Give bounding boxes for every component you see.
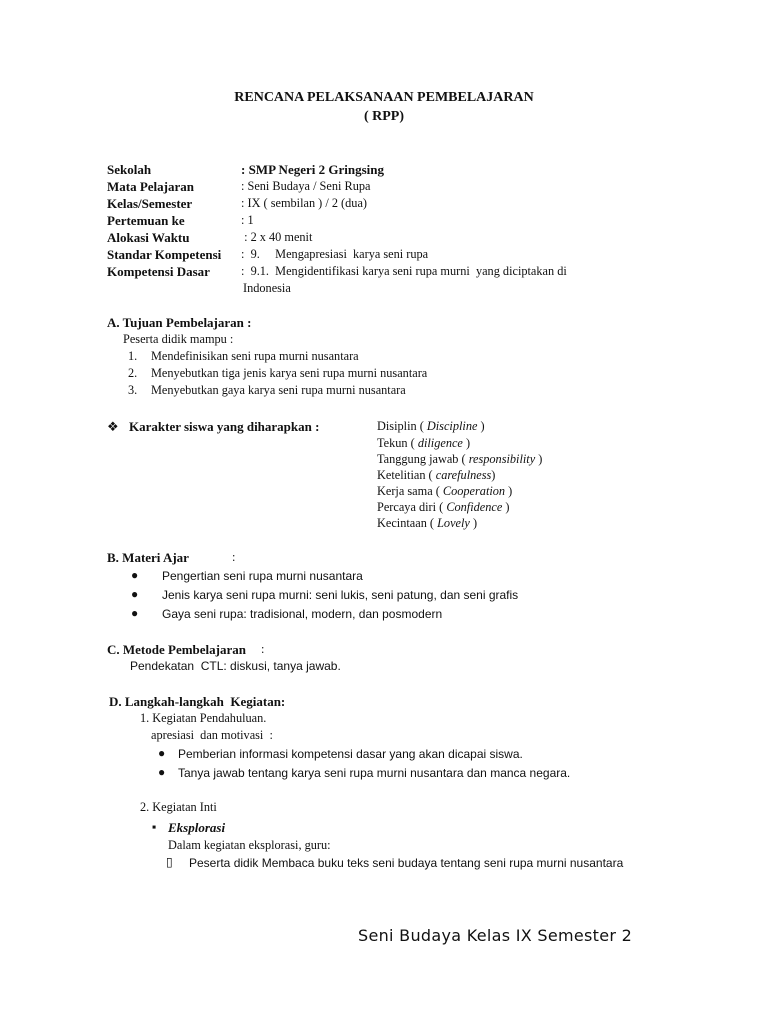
list-number: 1. <box>128 349 138 363</box>
karakter-item: Tekun ( diligence ) <box>377 436 471 450</box>
document-subtitle: ( RPP) <box>363 109 405 124</box>
list-item: Menyebutkan gaya karya seni rupa murni nusantara <box>151 383 406 397</box>
label-kelas-semester: Kelas/Semester <box>107 196 193 211</box>
value-mata-pelajaran: : Seni Budaya / Seni Rupa <box>241 179 371 193</box>
eksplorasi-intro: Dalam kegiatan eksplorasi, guru: <box>168 838 331 852</box>
label-pertemuan: Pertemuan ke <box>107 213 185 228</box>
step-1-sub: apresiasi dan motivasi : <box>151 728 273 742</box>
value-kompetensi-dasar-cont: Indonesia <box>243 281 291 295</box>
bullet-icon: ● <box>131 587 139 601</box>
value-standar-kompetensi: : 9. Mengapresiasi karya seni rupa <box>241 247 429 261</box>
karakter-item: Tanggung jawab ( responsibility ) <box>377 452 543 466</box>
value-kompetensi-dasar: : 9.1. Mengidentifikasi karya seni rupa murni yang diciptakan di <box>241 264 567 278</box>
page-footer: Seni Budaya Kelas IX Semester 2 <box>358 926 633 945</box>
label-mata-pelajaran: Mata Pelajaran <box>107 179 195 194</box>
value-sekolah: : SMP Negeri 2 Gringsing <box>241 162 384 177</box>
karakter-item: Kerja sama ( Cooperation ) <box>377 484 513 498</box>
label-kompetensi-dasar: Kompetensi Dasar <box>107 264 210 279</box>
eksplorasi-item: Peserta didik Membaca buku teks seni budaya tentang seni rupa murni nusantara <box>189 856 624 870</box>
value-kelas-semester: : IX ( sembilan ) / 2 (dua) <box>241 196 368 210</box>
document-title: RENCANA PELAKSANAAN PEMBELAJARAN <box>234 90 534 105</box>
value-alokasi-waktu: : 2 x 40 menit <box>241 230 313 244</box>
section-b-heading: B. Materi Ajar <box>107 550 189 565</box>
list-item: Jenis karya seni rupa murni: seni lukis, seni patung, dan seni grafis <box>162 588 519 602</box>
label-alokasi-waktu: Alokasi Waktu <box>107 230 190 245</box>
section-c-colon: : <box>261 642 265 656</box>
bullet-icon: ● <box>131 568 139 582</box>
section-c-heading: C. Metode Pembelajaran <box>107 642 246 657</box>
karakter-item: Ketelitian ( carefulness) <box>377 468 496 482</box>
bullet-icon: ● <box>158 765 166 779</box>
section-b-colon: : <box>232 550 236 564</box>
karakter-item: Disiplin ( Discipline ) <box>377 419 485 433</box>
diamond-bullet-icon: ❖ <box>107 419 119 434</box>
list-item: Pengertian seni rupa murni nusantara <box>162 569 363 583</box>
list-item: Tanya jawab tentang karya seni rupa murni nusantara dan manca negara. <box>178 766 571 780</box>
karakter-heading: Karakter siswa yang diharapkan : <box>129 419 320 434</box>
section-a-heading: A. Tujuan Pembelajaran : <box>107 315 252 330</box>
section-a-intro: Peserta didik mampu : <box>123 332 234 346</box>
value-pertemuan: : 1 <box>241 213 254 227</box>
square-bullet-icon: ▪ <box>152 820 157 834</box>
step-1-heading: 1. Kegiatan Pendahuluan. <box>140 711 267 725</box>
label-standar-kompetensi: Standar Kompetensi <box>107 247 222 262</box>
list-item: Menyebutkan tiga jenis karya seni rupa murni nusantara <box>151 366 428 380</box>
section-c-text: Pendekatan CTL: diskusi, tanya jawab. <box>130 659 341 673</box>
bullet-icon: ● <box>158 746 166 760</box>
section-d-heading: D. Langkah-langkah Kegiatan: <box>109 694 286 709</box>
list-number: 2. <box>128 366 138 380</box>
step-2-heading: 2. Kegiatan Inti <box>140 800 217 814</box>
eksplorasi-heading: Eksplorasi <box>168 820 226 835</box>
label-sekolah: Sekolah <box>107 162 152 177</box>
bullet-icon: ● <box>131 606 139 620</box>
list-number: 3. <box>128 383 138 397</box>
list-item: Gaya seni rupa: tradisional, modern, dan posmodern <box>162 607 443 621</box>
list-item: Pemberian informasi kompetensi dasar yang akan dicapai siswa. <box>178 747 523 761</box>
karakter-item: Percaya diri ( Confidence ) <box>377 500 510 514</box>
list-item: Mendefinisikan seni rupa murni nusantara <box>151 349 359 363</box>
karakter-item: Kecintaan ( Lovely ) <box>377 516 478 530</box>
box-bullet-icon: ▯ <box>166 855 173 869</box>
